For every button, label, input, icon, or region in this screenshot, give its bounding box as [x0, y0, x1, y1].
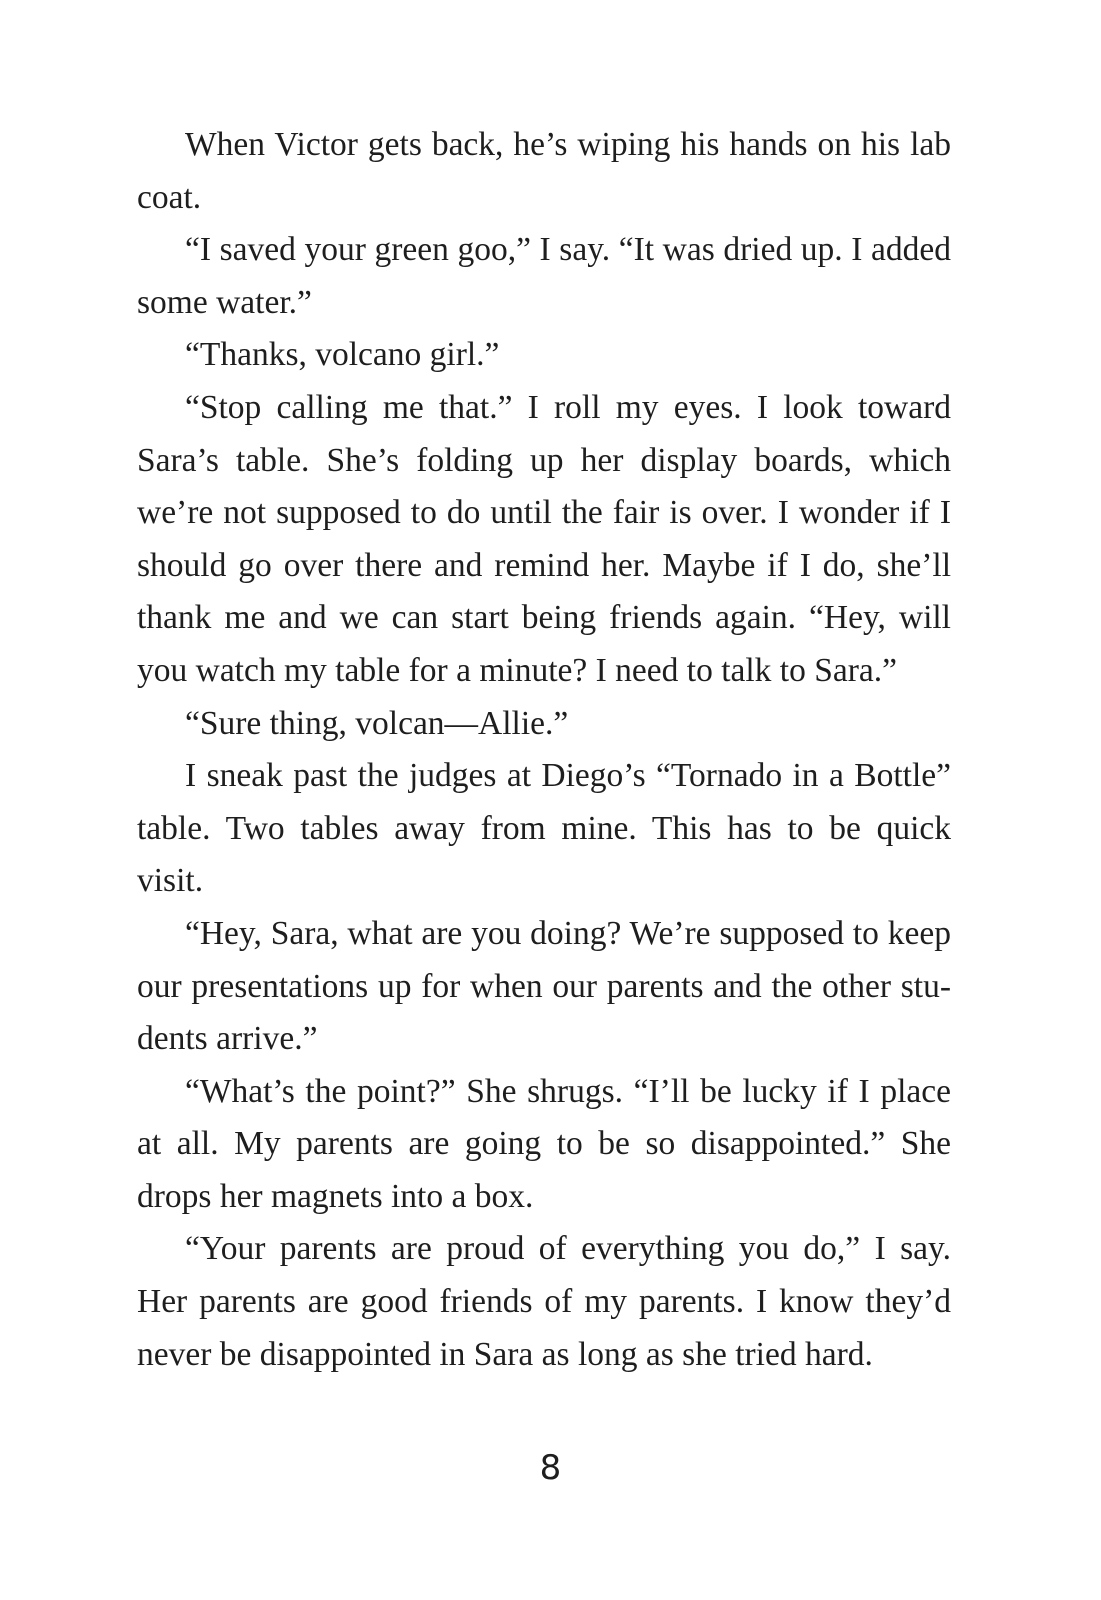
paragraph-3: “Thanks, volcano girl.”	[185, 336, 500, 374]
paragraph-5: “Sure thing, volcan—Allie.”	[185, 704, 569, 742]
paragraph-9: “Your parents are proud of everything you do,” I say. Her parents are good friends of my parents. I know they’d never be disappointed in Sara as long as she tried hard.	[137, 1230, 951, 1373]
page-number: 8	[539, 1448, 562, 1488]
paragraph-2: “I saved your green goo,” I say. “It was dried up. I added some water.”	[137, 231, 951, 321]
paragraph-4: “Stop calling me that.” I roll my eyes. I look toward Sara’s table. She’s folding up her display boards, which we’re not supposed to do until the fair is over. I wonder if I should go over there and remind her. Maybe if I do, she’ll thank me and we can start being friends again. “Hey, will you watch my table for a minute? I need to talk to Sara.”	[137, 388, 951, 689]
paragraph-1: When Victor gets back, he’s wiping his hands on his lab coat.	[137, 126, 951, 216]
paragraph-8: “What’s the point?” She shrugs. “I’ll be lucky if I place at all. My parents are going to be so disappointed.” She drops her magnets into a box.	[137, 1072, 951, 1215]
paragraph-6: I sneak past the judges at Diego’s “Tornado in a Bottle” table. Two tables away from mine. This has to be quick visit.	[137, 757, 951, 900]
body-text	[137, 119, 951, 1381]
paragraph-7: “Hey, Sara, what are you doing? We’re supposed to keep our presentations up for when our parents and the other students arrive.”	[137, 914, 951, 1058]
